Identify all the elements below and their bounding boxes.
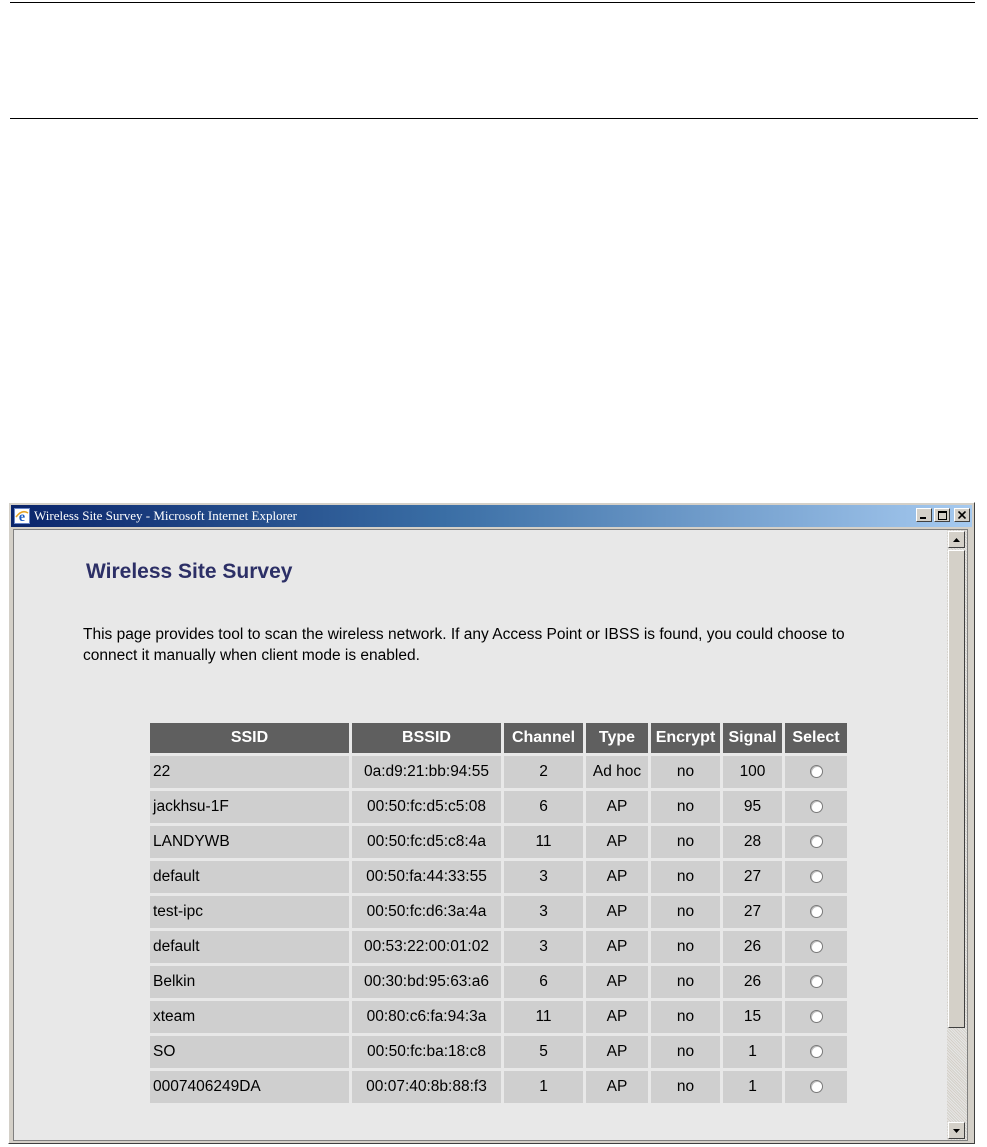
cell-channel: 11	[504, 826, 583, 858]
column-header-channel: Channel	[504, 723, 583, 753]
column-header-signal: Signal	[723, 723, 782, 753]
table-row	[150, 756, 847, 788]
page-content	[14, 530, 947, 1140]
table-row	[150, 826, 847, 858]
table-row	[150, 861, 847, 893]
cell-signal: 27	[723, 896, 782, 928]
cell-type: Ad hoc	[586, 756, 648, 788]
cell-bssid: 00:50:fc:d5:c8:4a	[352, 826, 501, 858]
cell-signal: 100	[723, 756, 782, 788]
scroll-up-button[interactable]	[948, 531, 965, 548]
cell-signal: 1	[723, 1036, 782, 1068]
column-header-encrypt: Encrypt	[651, 723, 720, 753]
maximize-icon	[938, 511, 947, 520]
browser-client-area	[13, 529, 968, 1141]
select-radio[interactable]	[810, 800, 823, 813]
browser-window	[8, 502, 975, 1144]
select-radio[interactable]	[810, 765, 823, 778]
cell-ssid: default	[150, 861, 349, 893]
page-description: This page provides tool to scan the wireless network. If any Access Point or IBSS is found, you could choose to connect it manually when client mode is enabled.	[83, 626, 845, 664]
cell-ssid: jackhsu-1F	[150, 791, 349, 823]
table-row	[150, 966, 847, 998]
document-section-rule	[10, 118, 978, 119]
select-radio[interactable]	[810, 940, 823, 953]
cell-select	[785, 1036, 847, 1068]
table-row	[150, 896, 847, 928]
document-top-rule	[10, 2, 975, 3]
cell-signal: 28	[723, 826, 782, 858]
scroll-down-arrow-icon	[953, 1129, 960, 1133]
cell-type: AP	[586, 791, 648, 823]
cell-select	[785, 791, 847, 823]
cell-ssid: SO	[150, 1036, 349, 1068]
cell-channel: 6	[504, 966, 583, 998]
scroll-down-button[interactable]	[948, 1122, 965, 1139]
cell-type: AP	[586, 896, 648, 928]
close-icon	[958, 511, 966, 519]
cell-ssid: 22	[150, 756, 349, 788]
cell-type: AP	[586, 1001, 648, 1033]
table-row	[150, 1001, 847, 1033]
cell-type: AP	[586, 1036, 648, 1068]
cell-encrypt: no	[651, 966, 720, 998]
cell-signal: 27	[723, 861, 782, 893]
cell-channel: 11	[504, 1001, 583, 1033]
cell-bssid: 00:80:c6:fa:94:3a	[352, 1001, 501, 1033]
select-radio[interactable]	[810, 1045, 823, 1058]
cell-encrypt: no	[651, 791, 720, 823]
cell-select	[785, 826, 847, 858]
cell-signal: 1	[723, 1071, 782, 1103]
cell-encrypt: no	[651, 756, 720, 788]
table-row	[150, 1036, 847, 1068]
cell-signal: 26	[723, 931, 782, 963]
internet-explorer-icon[interactable]	[14, 508, 30, 524]
select-radio[interactable]	[810, 870, 823, 883]
page-title: Wireless Site Survey	[86, 560, 293, 583]
cell-bssid: 00:50:fc:d5:c5:08	[352, 791, 501, 823]
close-button[interactable]	[954, 508, 970, 522]
cell-ssid: default	[150, 931, 349, 963]
cell-channel: 6	[504, 791, 583, 823]
window-title: Wireless Site Survey - Microsoft Internet Explorer	[34, 508, 298, 523]
cell-select	[785, 861, 847, 893]
cell-channel: 3	[504, 861, 583, 893]
cell-encrypt: no	[651, 1036, 720, 1068]
select-radio[interactable]	[810, 1080, 823, 1093]
cell-channel: 2	[504, 756, 583, 788]
svg-text:e: e	[18, 510, 26, 524]
column-header-select: Select	[785, 723, 847, 753]
table-row	[150, 1071, 847, 1103]
cell-type: AP	[586, 1071, 648, 1103]
window-title-bar[interactable]	[11, 505, 972, 527]
cell-encrypt: no	[651, 826, 720, 858]
table-row	[150, 931, 847, 963]
maximize-button[interactable]	[934, 508, 950, 522]
cell-bssid: 00:50:fa:44:33:55	[352, 861, 501, 893]
cell-encrypt: no	[651, 1071, 720, 1103]
cell-type: AP	[586, 931, 648, 963]
cell-select	[785, 1001, 847, 1033]
cell-ssid: LANDYWB	[150, 826, 349, 858]
cell-bssid: 00:53:22:00:01:02	[352, 931, 501, 963]
cell-ssid: test-ipc	[150, 896, 349, 928]
cell-select	[785, 931, 847, 963]
cell-select	[785, 1071, 847, 1103]
cell-signal: 95	[723, 791, 782, 823]
column-header-ssid: SSID	[150, 723, 349, 753]
scroll-up-arrow-icon	[953, 538, 960, 542]
cell-bssid: 0a:d9:21:bb:94:55	[352, 756, 501, 788]
cell-bssid: 00:50:fc:d6:3a:4a	[352, 896, 501, 928]
cell-bssid: 00:07:40:8b:88:f3	[352, 1071, 501, 1103]
scrollbar-thumb[interactable]	[948, 550, 965, 1028]
cell-encrypt: no	[651, 896, 720, 928]
cell-encrypt: no	[651, 861, 720, 893]
cell-channel: 3	[504, 896, 583, 928]
cell-channel: 5	[504, 1036, 583, 1068]
cell-type: AP	[586, 861, 648, 893]
select-radio[interactable]	[810, 905, 823, 918]
cell-channel: 3	[504, 931, 583, 963]
cell-signal: 15	[723, 1001, 782, 1033]
cell-select	[785, 966, 847, 998]
minimize-button[interactable]	[916, 508, 932, 522]
cell-select	[785, 756, 847, 788]
select-radio[interactable]	[810, 835, 823, 848]
cell-ssid: xteam	[150, 1001, 349, 1033]
cell-type: AP	[586, 826, 648, 858]
select-radio[interactable]	[810, 1010, 823, 1023]
cell-encrypt: no	[651, 931, 720, 963]
window-controls	[916, 508, 970, 522]
column-header-bssid: BSSID	[352, 723, 501, 753]
site-survey-table	[147, 720, 850, 1106]
table-row	[150, 791, 847, 823]
cell-encrypt: no	[651, 1001, 720, 1033]
select-radio[interactable]	[810, 975, 823, 988]
cell-ssid: Belkin	[150, 966, 349, 998]
cell-bssid: 00:30:bd:95:63:a6	[352, 966, 501, 998]
cell-bssid: 00:50:fc:ba:18:c8	[352, 1036, 501, 1068]
minimize-icon	[920, 511, 928, 519]
table-header-row	[150, 723, 847, 753]
vertical-scrollbar[interactable]	[947, 530, 967, 1140]
cell-ssid: 0007406249DA	[150, 1071, 349, 1103]
column-header-type: Type	[586, 723, 648, 753]
cell-signal: 26	[723, 966, 782, 998]
cell-channel: 1	[504, 1071, 583, 1103]
cell-select	[785, 896, 847, 928]
cell-type: AP	[586, 966, 648, 998]
